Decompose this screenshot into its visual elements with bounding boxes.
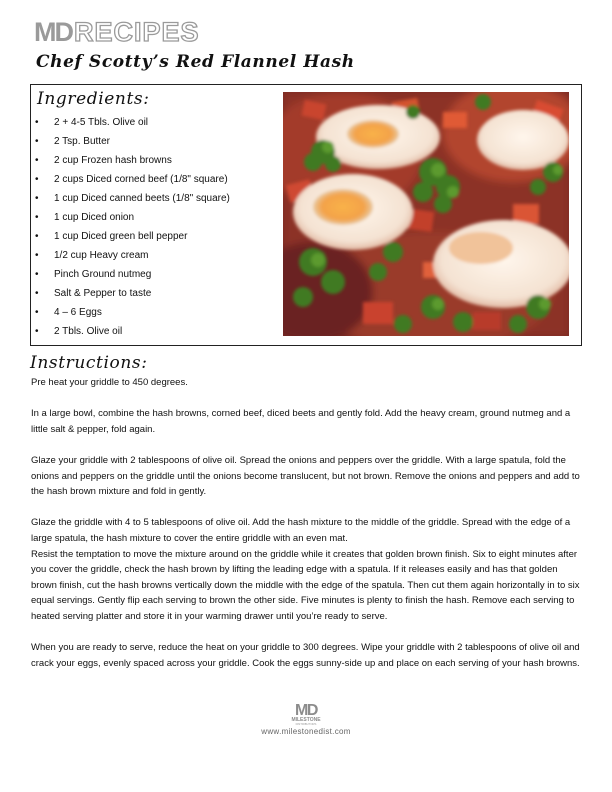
ingredient-item: • 2 Tsp. Butter	[31, 132, 230, 151]
recipe-title: Chef Scotty’s Red Flannel Hash	[36, 52, 355, 72]
ingredient-item: • 2 cups Diced corned beef (1/8" square)	[31, 170, 230, 189]
ingredient-list	[31, 113, 230, 341]
instructions-heading: Instructions:	[30, 353, 148, 373]
instruction-paragraph: Pre heat your griddle to 450 degrees.	[31, 377, 188, 388]
instruction-paragraph: Resist the temptation to move the mixture around on the griddle while it creates that golden brown finish. Six to eight minutes after you cover the griddle, check the hash brown by lifting the leading edge with a spatula. If it releases easily and has that golden brown finish, cut the hash browns vertically down the middle with the edge of the spatula. Then cut them again horizontally in to six equal servings. Gently flip each serving to brown the other side. Five minutes is plenty to finish the hash. Remove each serving to heated serving platter and store it in your warming drawer until you’re ready to serve.	[31, 548, 580, 622]
footer-logo-name: MILESTONE	[291, 717, 321, 723]
footer-url: www.milestonedist.com	[261, 727, 351, 736]
ingredient-item: • Pinch Ground nutmeg	[31, 265, 230, 284]
instructions-body	[31, 375, 586, 671]
instruction-paragraph: Glaze the griddle with 4 to 5 tablespoons of olive oil. Add the hash mixture to the middle of the griddle. Spread with the edge of a large spatula, the hash mixture to cover the entire griddle with an even mat.	[31, 517, 571, 544]
footer	[0, 700, 612, 736]
ingredient-item: • 1 cup Diced canned beets (1/8" square)	[31, 189, 230, 208]
dish-photo	[283, 92, 569, 336]
brand-logo	[34, 18, 200, 46]
instruction-paragraph: Glaze your griddle with 2 tablespoons of olive oil. Spread the onions and peppers over the griddle. With a large spatula, fold the onions and peppers on the griddle until the onions become translucent, but not brown. Remove the onions and peppers and add to the hash brown mixture and fold in gently.	[31, 454, 580, 498]
milestone-logo	[286, 700, 326, 726]
brand-md-mark: MD	[34, 17, 72, 47]
instruction-paragraph: In a large bowl, combine the hash browns, corned beef, diced beets and gently fold. Add the heavy cream, ground nutmeg and a little salt & pepper, fold again.	[31, 408, 571, 435]
ingredients-heading: Ingredients:	[37, 89, 150, 109]
ingredient-item: • 1 cup Diced onion	[31, 208, 230, 227]
ingredient-item: • 4 – 6 Eggs	[31, 303, 230, 322]
instruction-paragraph: When you are ready to serve, reduce the heat on your griddle to 300 degrees. Wipe your griddle with 2 tablespoons of olive oil and crack your eggs, evenly spaced across your griddle. Cook the eggs sunny-side up and place on each serving of your hash browns.	[31, 642, 580, 669]
ingredient-item: • 1 cup Diced green bell pepper	[31, 227, 230, 246]
ingredient-item: • 1/2 cup Heavy cream	[31, 246, 230, 265]
ingredient-item: • 2 + 4-5 Tbls. Olive oil	[31, 113, 230, 132]
ingredient-item: • 2 Tbls. Olive oil	[31, 322, 230, 341]
ingredient-item: • 2 cup Frozen hash browns	[31, 151, 230, 170]
footer-logo-sub: DISTRIBUTORS	[295, 722, 317, 726]
footer-logo-mark: MD	[295, 702, 317, 719]
ingredient-item: • Salt & Pepper to taste	[31, 284, 230, 303]
ingredients-box	[30, 84, 582, 346]
brand-recipes-word: RECIPES	[74, 17, 200, 47]
